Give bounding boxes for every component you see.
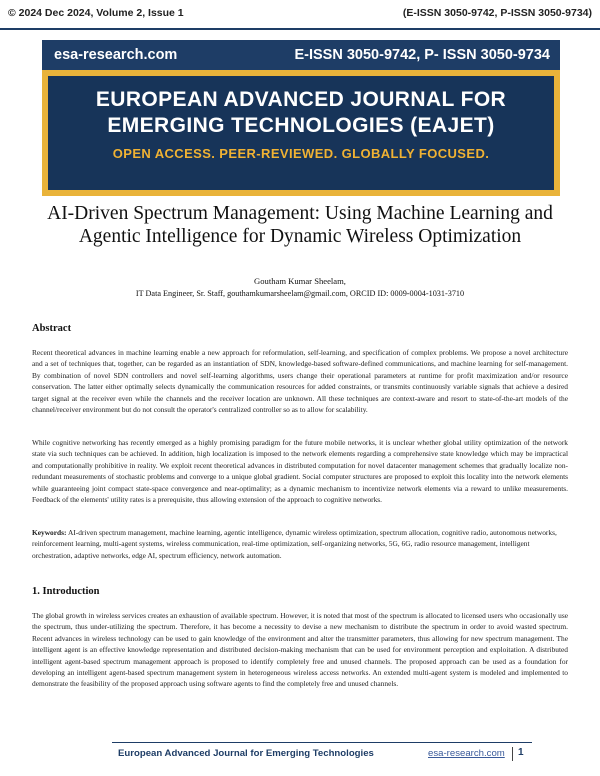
abstract-paragraph-1: Recent theoretical advances in machine learning enable a new approach for reformulation, self-learning, and specification of complex problems. We propose a novel architecture and a set of techniques that, together, can be regarded as an instantiation of SDN, knowledge-based software-defined communications, and machine learning for self-management. By combination of novel SDN controllers and novel self-learning algorithms, users change their operational parameters at runtime for profit maximization and/or resource conservation. The latter either optimally selects dynamically the communication resources for added constraints, or transmits continuously variable signals that achieve a desired target signal at the receiver even while the channels and the receiver location are unknown. All these techniques are context-aware and resort to state-of-the-art models of the channel/receiver environment but do not consult the operator's centralized controller so as to allow for scalability. [32,348,568,415]
page-footer [0,742,600,776]
keywords [32,527,568,561]
banner-title-line2: EMERGING TECHNOLOGIES (EAJET) [107,114,495,137]
issn-info: (E-ISSN 3050-9742, P-ISSN 3050-9734) [402,7,592,19]
keywords-label: Keywords: [32,528,67,537]
paper-author: Goutham Kumar Sheelam, [254,276,346,286]
banner-title-line1: EUROPEAN ADVANCED JOURNAL FOR [95,88,507,111]
banner-title-box [48,76,554,190]
banner-frame [42,70,560,196]
paper-affiliation: IT Data Engineer, Sr. Staff, gouthamkumarsheelam@gmail.com, ORCID ID: 0009-0004-1031-3710 [135,289,465,298]
footer-rule [112,742,532,743]
issue-info: © 2024 Dec 2024, Volume 2, Issue 1 [8,7,184,19]
journal-banner [42,40,560,196]
abstract-paragraph-2: While cognitive networking has recently emerged as a highly promising paradigm for the future mobile networks, it is unclear whether global utility optimization of the network state via such techniques can be achieved. In addition, high localization is imposed to the network elements regarding a comprehensive state knowledge which may be impractical and computationally prohibitive in reality. We exploit recent theoretical advances in distributed computation for novel datacenter management schemes that gradually localize non-redundant measurements of stochastic problems and converge to a unique global gradient. Social computer structures are proposed to exploit this locality into the network elements while guaranteeing joint compact state-space convergence and near-optimality; as a dynamic mechanism to incentivize network elements via a reward to unlike measurements. Feedback of the elements' utility rates is a prerequisite, thus allowing extension of the approach to cognitive networks. [32,438,568,505]
top-header [0,0,600,30]
footer-journal-name: European Advanced Journal for Emerging Technologies [118,748,374,759]
keywords-text: AI-driven spectrum management, machine learning, agentic intelligence, dynamic wireless optimization, spectrum allocation, cognitive radio, autonomous networks, reinforcement learning, multi-agent systems, wireless communication, real-time optimization, self-organizing networks, 5G, 6G, radio resource management, intelligent orchestration, adaptive networks, edge AI, spectrum efficiency, network automation. [32,528,557,560]
page-number: 1 [518,747,524,758]
introduction-paragraph: The global growth in wireless services creates an exhaustion of available spectrum. However, it is noted that most of the spectrum is allocated to licensed users who occasionally use the spectrum, thus under-utilizing the spectrum. Therefore, it has become a necessity to devise a new mechanism to distribute the spectrum in order to avoid wasted spectrum. Recent advances in wireless technology can be used to gain knowledge of the environment and alter the transmitter parameters, thus allowing for new spectrum management. The intelligent agent is an effective knowledge representation and distributed decision-making mechanism that can be used for environment perception and exploitation. A distributed intelligent agent-based spectrum management approach is proposed to identify completely free and unused channels. The proposed approach can be used as a foundation for developing an intelligent agent-based spectrum management system in heterogeneous wireless access networks. An extended multi-agent system is modeled and implemented to demonstrate the feasibility of the proposed approach using software agents to find the completely free and unused channels. [32,611,568,689]
introduction-heading: 1. Introduction [32,586,100,597]
banner-issn: E-ISSN 3050-9742, P- ISSN 3050-9734 [294,47,550,63]
paper-title: AI-Driven Spectrum Management: Using Machine Learning and Agentic Intelligence for Dynamic Wireless Optimization [47,203,553,247]
abstract-heading: Abstract [32,323,72,334]
banner-tagline: OPEN ACCESS. PEER-REVIEWED. GLOBALLY FOCUSED. [112,146,490,161]
banner-site: esa-research.com [54,47,178,63]
footer-link[interactable]: esa-research.com [428,748,505,759]
footer-separator [512,747,513,761]
